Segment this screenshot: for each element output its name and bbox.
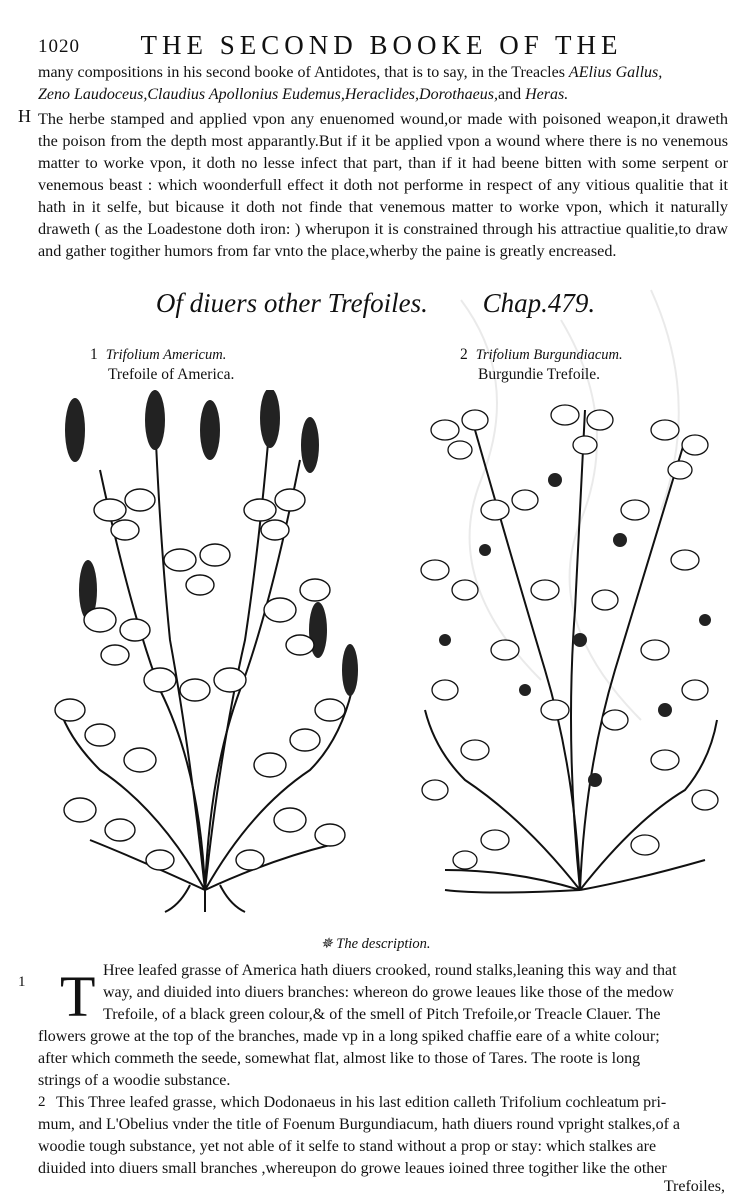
figure-2-caption: 2 Trifolium Burgundiacum. Burgundie Trefoile. [460, 346, 623, 383]
paragraph-h: The herbe stamped and applied vpon any enuenomed wound,or made with poisoned weapon,it draweth the poison from the depth most apparantly.But if it be applied vpon a wound where there is no venemous matter to worke vpon, it doth no lesse infect that part, than if it had beene bitten with some serpent or venemous beast : which woonderfull effect it doth not performe in respect of any vitious qualitie that it hath in it selfe, but bicause it doth not finde that venemous matter to worke vpon, which it naturally draweth ( as the Loadestone doth iron: ) wherupon it is constrained through his attractiue qualitie,to draw and gather togither humors from far vnto the place,wherby the paine is greatly encreased. [38, 110, 728, 260]
chapter-title [0, 288, 751, 319]
catchword: Trefoiles, [663, 1178, 725, 1195]
intro-line-1-names: AElius Gallus, [568, 64, 663, 81]
intro-line-1: many compositions in his second booke of Antidotes, that is to say, in the Treacles AElius Gallus, [38, 64, 663, 81]
drop-cap: T [60, 964, 96, 1029]
chapter-heading: Of diuers other Trefoiles. [155, 288, 428, 318]
item-1-number: 1 [18, 974, 26, 990]
woodcut-trifolium-americum [40, 390, 370, 915]
figure-1-caption: 1 Trifolium Americum. Trefoile of America. [90, 346, 235, 383]
item-1-line-6: strings of a woodie substance. [38, 1072, 231, 1089]
woodcut-trifolium-burgundiacum [405, 390, 725, 910]
page-number: 1020 [38, 36, 80, 57]
item-1-line-4: flowers growe at the top of the branches, made vp in a long spiked chaffie eare of a white colour; [38, 1028, 660, 1045]
figure-2-latin: Trifolium Burgundiacum. [475, 347, 623, 363]
description-heading: ✵ The description. [320, 936, 431, 952]
item-2-line-4: diuided into diuers small branches ,whereupon do growe leaues ioined three togither like the other [38, 1160, 667, 1177]
item-1-line-3: Trefoile, of a black green colour,& of the smell of Pitch Trefoile,or Treacle Clauer. The [103, 1006, 661, 1023]
item-1-line-1: Hree leafed grasse of America hath diuers crooked, round stalks,leaning this way and that [103, 962, 677, 979]
figure-2-english: Burgundie Trefoile. [478, 366, 600, 383]
item-2-line-2: mum, and L'Obelius vnder the title of Foenum Burgundiacum, hath diuers round vpright stalkes,of a [38, 1116, 681, 1133]
margin-letter: H [18, 106, 31, 126]
chapter-number: Chap.479. [482, 288, 596, 318]
figure-1-latin: Trifolium Americum. [105, 347, 227, 363]
item-1-line-2: way, and diuided into diuers branches: whereon do growe leaues like those of the medow [103, 984, 674, 1001]
intro-line-2: Zeno Laudoceus,Claudius Apollonius Eudemus,Heraclides,Dorothaeus,and Heras. [38, 86, 569, 103]
running-head: THE SECOND BOOKE OF THE [140, 30, 623, 60]
item-1-line-5: after which commeth the seede, somewhat flat, almost like to those of Tares. The roote is long [38, 1050, 641, 1067]
figure-1-english: Trefoile of America. [108, 366, 235, 383]
page-header [38, 30, 725, 64]
item-2-line-1: This Three leafed grasse, which Dodonaeus in his last edition calleth Trifolium cochleatum pri- [56, 1094, 667, 1111]
item-2-number: 2 [38, 1094, 46, 1110]
item-2-line-3: woodie tough substance, yet not able of it selfe to stand without a prop or stay: which stalkes are [38, 1138, 657, 1155]
